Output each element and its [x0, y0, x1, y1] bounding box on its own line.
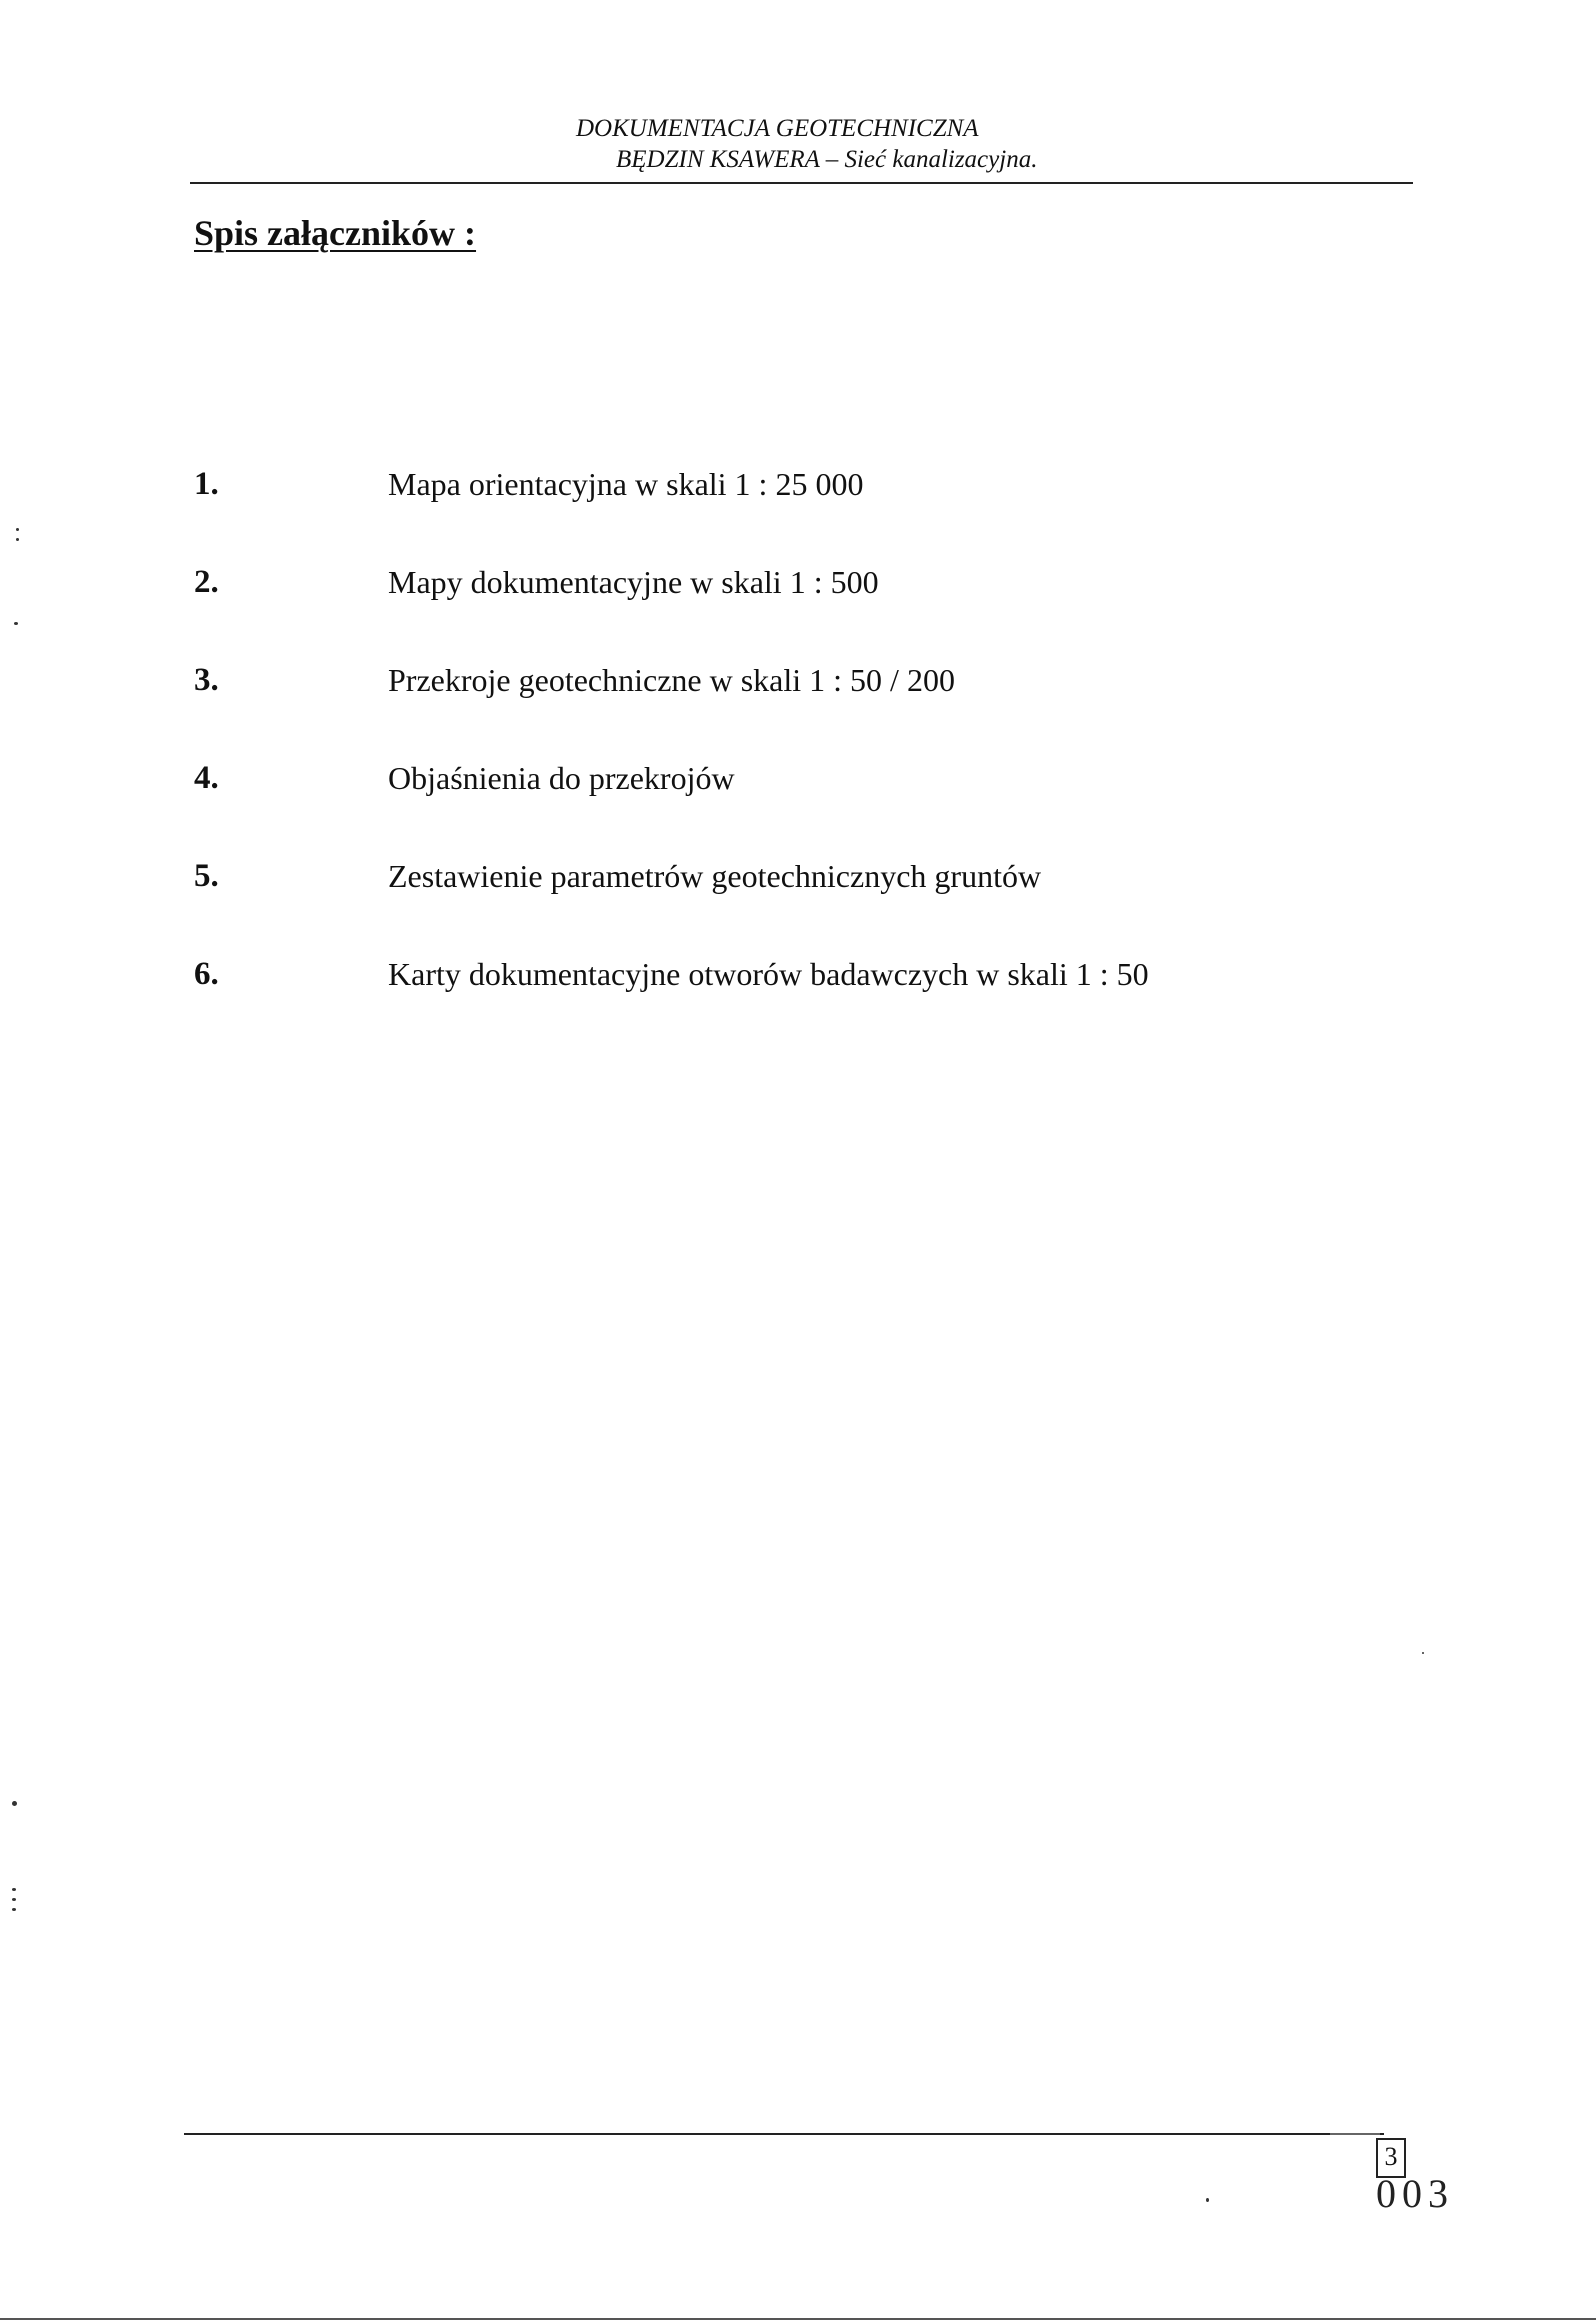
header-subtitle: BĘDZIN KSAWERA – Sieć kanalizacyjna. [616, 146, 1038, 173]
annex-item [0, 662, 1400, 712]
annex-number: 3. [194, 662, 219, 698]
scan-speck [12, 1888, 16, 1891]
annex-number: 5. [194, 858, 219, 894]
annex-item [0, 564, 1400, 614]
footer-divider [184, 2133, 1384, 2135]
annex-text: Mapy dokumentacyjne w skali 1 : 500 [388, 564, 879, 600]
annex-number: 6. [194, 956, 219, 992]
header-title: DOKUMENTACJA GEOTECHNICZNA [576, 115, 979, 142]
scan-speck [14, 622, 18, 625]
annex-item [0, 956, 1400, 1006]
annex-text: Zestawienie parametrów geotechnicznych gruntów [388, 858, 1042, 894]
scan-speck [16, 528, 19, 531]
annex-number: 2. [194, 564, 219, 600]
annex-text: Karty dokumentacyjne otworów badawczych w skali 1 : 50 [388, 956, 1149, 992]
document-header [576, 113, 1276, 175]
scan-bottom-edge [0, 2318, 1596, 2320]
scan-speck [1206, 2198, 1209, 2202]
annex-item [0, 760, 1400, 810]
scan-speck [12, 1801, 17, 1806]
footer-divider-tail [1330, 2133, 1380, 2135]
header-divider [190, 182, 1413, 184]
scan-speck [12, 1908, 16, 1911]
annex-number: 1. [194, 466, 219, 502]
scan-speck [16, 538, 19, 541]
annex-number: 4. [194, 760, 219, 796]
annex-item [0, 858, 1400, 908]
page-stamp: 003 [1376, 2171, 1454, 2216]
scan-speck [12, 1898, 16, 1901]
annex-text: Przekroje geotechniczne w skali 1 : 50 / 200 [388, 662, 955, 698]
page-number: 3 [1376, 2138, 1406, 2178]
annex-text: Objaśnienia do przekrojów [388, 760, 735, 796]
section-title: Spis załączników : [194, 213, 477, 253]
annex-text: Mapa orientacyjna w skali 1 : 25 000 [388, 466, 864, 502]
scan-speck [1422, 1652, 1424, 1654]
annex-item [0, 466, 1400, 516]
